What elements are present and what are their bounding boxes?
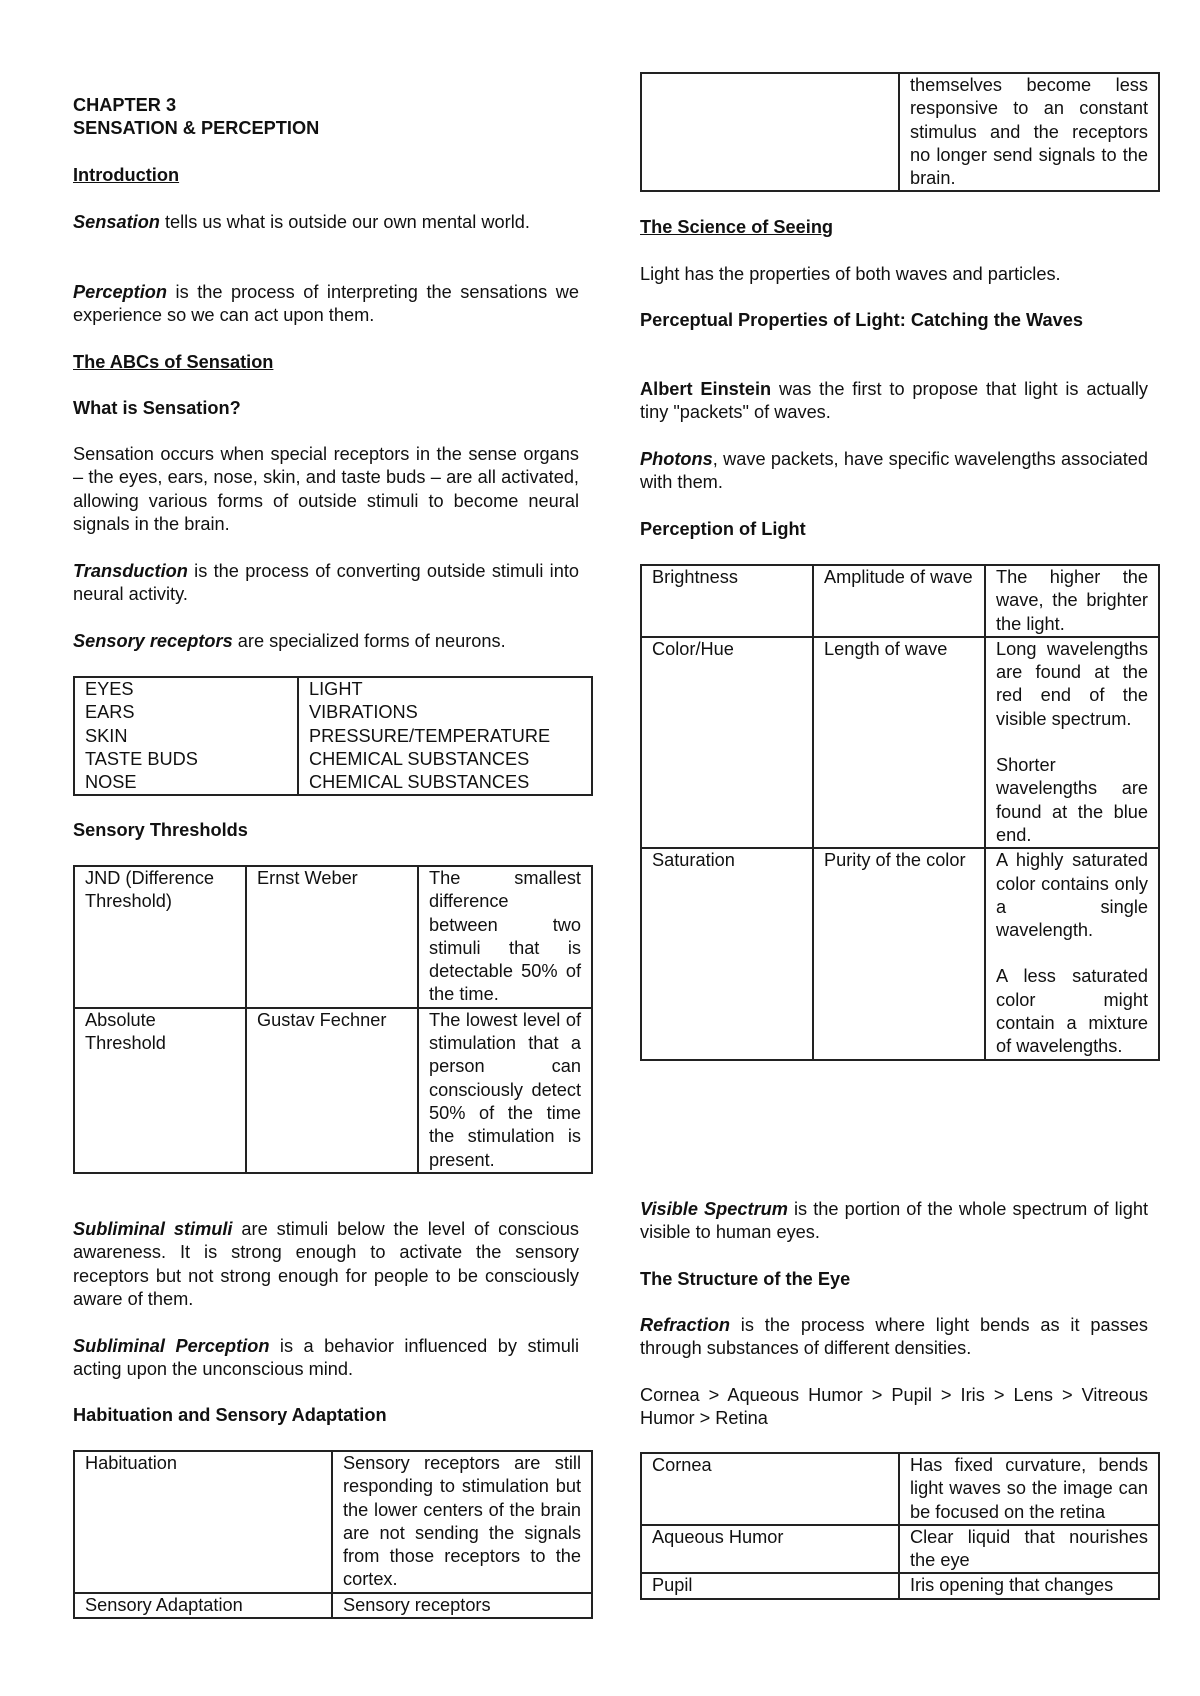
table-cell: Gustav Fechner	[246, 1008, 418, 1173]
table-row	[74, 771, 592, 795]
table-cell: The smallest difference between two stimuli that is detectable 50% of the time.	[418, 866, 592, 1008]
structure-of-eye-heading: The Structure of the Eye	[640, 1269, 851, 1289]
table-cell: SKIN	[74, 725, 298, 748]
table-cell: TASTE BUDS	[74, 748, 298, 771]
habituation-heading: Habituation and Sensory Adaptation	[73, 1405, 387, 1425]
table-row	[641, 1525, 1159, 1574]
table-row	[74, 701, 592, 724]
table-cell-paragraph: Shorter wavelengths are found at the blue end.	[996, 755, 1148, 845]
science-of-seeing-heading: The Science of Seeing	[640, 217, 834, 237]
table-cell: Length of wave	[813, 637, 985, 848]
table-cell: Color/Hue	[641, 637, 813, 848]
table-cell-paragraph: A highly saturated color contains only a single wavelength.	[996, 850, 1148, 941]
refraction-definition: Refraction is the process where light bends as it passes through substances of different densities.	[640, 1315, 1148, 1359]
table-row	[74, 677, 592, 701]
sense-organs-table	[73, 676, 593, 796]
table-cell: Cornea	[641, 1453, 899, 1525]
table-row	[641, 73, 1159, 191]
table-cell: Brightness	[641, 565, 813, 637]
table-cell: The lowest level of stimulation that a person can consciously detect 50% of the time the stimulation is present.	[418, 1008, 592, 1173]
introduction-heading: Introduction	[73, 165, 180, 185]
table-cell: NOSE	[74, 771, 298, 795]
table-cell-paragraph: Long wavelengths are found at the red end of the visible spectrum.	[996, 638, 1148, 729]
abcs-heading: The ABCs of Sensation	[73, 352, 274, 372]
table-row	[641, 848, 1159, 1059]
perceptual-properties-heading: Perceptual Properties of Light: Catching the Waves	[640, 310, 1083, 330]
table-cell: CHEMICAL SUBSTANCES	[298, 748, 592, 771]
table-cell: Habituation	[74, 1451, 332, 1593]
table-cell: Has fixed curvature, bends light waves so the image can be focused on the retina	[899, 1453, 1159, 1525]
table-row	[641, 1453, 1159, 1525]
chapter-number: CHAPTER 3	[73, 95, 177, 115]
table-cell: Ernst Weber	[246, 866, 418, 1008]
table-cell: The higher the wave, the brighter the light.	[985, 565, 1159, 637]
table-cell: themselves become less responsive to an constant stimulus and the receptors no longer send signals to the brain.	[899, 73, 1159, 191]
table-cell: Clear liquid that nourishes the eye	[899, 1525, 1159, 1574]
habituation-table	[73, 1450, 593, 1619]
table-row	[74, 1008, 592, 1173]
subliminal-perception-definition: Subliminal Perception is a behavior influenced by stimuli acting upon the unconscious mind.	[73, 1336, 579, 1380]
table-cell: Saturation	[641, 848, 813, 1059]
table-row	[74, 725, 592, 748]
table-cell: LIGHT	[298, 677, 592, 701]
perception-of-light-table	[640, 564, 1160, 1061]
table-cell	[985, 637, 1159, 848]
table-cell	[985, 848, 1159, 1059]
table-cell: Pupil	[641, 1573, 899, 1598]
chapter-title: SENSATION & PERCEPTION	[73, 118, 320, 139]
chapter-heading	[73, 94, 579, 141]
what-is-sensation-heading: What is Sensation?	[73, 398, 241, 418]
perception-of-light-heading: Perception of Light	[640, 519, 806, 539]
perception-definition: Perception is the process of interpreting the sensations we experience so we can act upon them.	[73, 282, 579, 326]
visible-spectrum-definition: Visible Spectrum is the portion of the whole spectrum of light visible to human eyes.	[640, 1199, 1148, 1243]
eye-pathway: Cornea > Aqueous Humor > Pupil > Iris > Lens > Vitreous Humor > Retina	[640, 1385, 1148, 1429]
table-cell: Amplitude of wave	[813, 565, 985, 637]
table-cell: EYES	[74, 677, 298, 701]
table-cell: EARS	[74, 701, 298, 724]
photons-paragraph: Photons, wave packets, have specific wavelengths associated with them.	[640, 449, 1148, 493]
sensation-paragraph: Sensation occurs when special receptors in the sense organs – the eyes, ears, nose, skin, and taste buds – are all activated, allowing various forms of outside stimuli to become neural signals in the brain.	[73, 444, 579, 534]
table-cell: JND (Difference Threshold)	[74, 866, 246, 1008]
transduction-definition: Transduction is the process of converting outside stimuli into neural activity.	[73, 561, 579, 605]
sensory-thresholds-heading: Sensory Thresholds	[73, 820, 248, 840]
light-properties-text: Light has the properties of both waves and particles.	[640, 264, 1061, 284]
subliminal-stimuli-definition: Subliminal stimuli are stimuli below the level of conscious awareness. It is strong enough to activate the sensory receptors but not strong enough for people to be consciously aware of them.	[73, 1219, 580, 1309]
table-row	[74, 866, 592, 1008]
sensory-thresholds-table	[73, 865, 593, 1174]
table-cell: Purity of the color	[813, 848, 985, 1059]
table-row	[74, 1593, 592, 1618]
sensation-definition: Sensation tells us what is outside our own mental world.	[73, 212, 530, 232]
table-cell: Aqueous Humor	[641, 1525, 899, 1574]
table-cell: Sensory Adaptation	[74, 1593, 332, 1618]
einstein-paragraph: Albert Einstein was the first to propose that light is actually tiny "packets" of waves.	[640, 379, 1149, 423]
eye-structure-table	[640, 1452, 1160, 1600]
table-cell: Iris opening that changes	[899, 1573, 1159, 1598]
table-cell: Absolute Threshold	[74, 1008, 246, 1173]
table-cell: PRESSURE/TEMPERATURE	[298, 725, 592, 748]
table-row	[641, 565, 1159, 637]
habituation-table-continued	[640, 72, 1160, 192]
table-cell: Sensory receptors are still responding to stimulation but the lower centers of the brain are not sending the signals from those receptors to the cortex.	[332, 1451, 592, 1593]
table-cell: VIBRATIONS	[298, 701, 592, 724]
table-row	[641, 637, 1159, 848]
table-row	[74, 1451, 592, 1593]
table-cell: CHEMICAL SUBSTANCES	[298, 771, 592, 795]
receptors-definition: Sensory receptors are specialized forms of neurons.	[73, 631, 506, 651]
table-row	[74, 748, 592, 771]
table-cell-paragraph: A less saturated color might contain a mixture of wavelengths.	[996, 966, 1148, 1057]
table-cell: Sensory receptors	[332, 1593, 592, 1618]
table-row	[641, 1573, 1159, 1598]
